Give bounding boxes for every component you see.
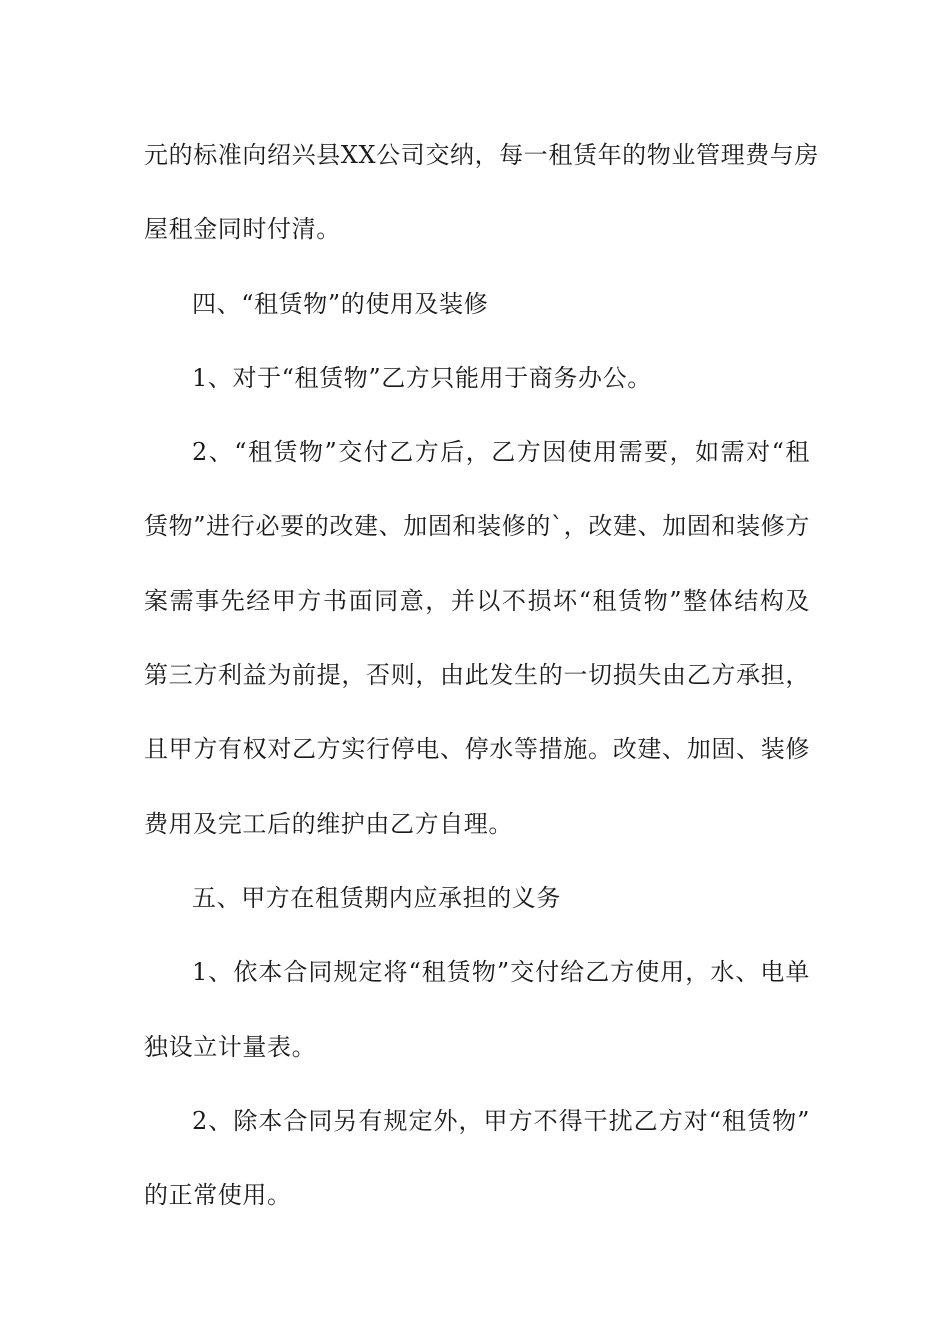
paragraph-line: 赁物”进行必要的改建、加固和装修的`，改建、加固和装修方 [144, 512, 810, 541]
paragraph-line: 1、依本合同规定将“租赁物”交付给乙方使用，水、电单 [192, 958, 810, 987]
paragraph-line: 屋租金同时付清。 [144, 215, 341, 244]
paragraph-line: 且甲方有权对乙方实行停电、停水等措施。改建、加固、装修 [144, 735, 810, 764]
document-body [144, 126, 819, 1240]
paragraph-line: 2、“租赁物”交付乙方后，乙方因使用需要，如需对“租 [192, 438, 810, 467]
paragraph-line: 1、对于“租赁物”乙方只能用于商务办公。 [192, 363, 652, 392]
paragraph-line: 的正常使用。 [144, 1181, 292, 1210]
section-heading: 四、“租赁物”的使用及装修 [192, 289, 489, 318]
paragraph-line: 独设立计量表。 [144, 1032, 317, 1061]
paragraph-line: 费用及完工后的维护由乙方自理。 [144, 809, 513, 838]
section-heading: 五、甲方在租赁期内应承担的义务 [192, 883, 561, 912]
paragraph-line: 第三方利益为前提，否则，由此发生的一切损失由乙方承担， [144, 661, 810, 690]
paragraph-line: 案需事先经甲方书面同意，并以不损坏“租赁物”整体结构及 [144, 586, 810, 615]
paragraph-line: 元的标准向绍兴县XX公司交纳，每一租赁年的物业管理费与房 [144, 141, 819, 169]
paragraph-line: 2、除本合同另有规定外，甲方不得干扰乙方对“租赁物” [192, 1106, 810, 1135]
